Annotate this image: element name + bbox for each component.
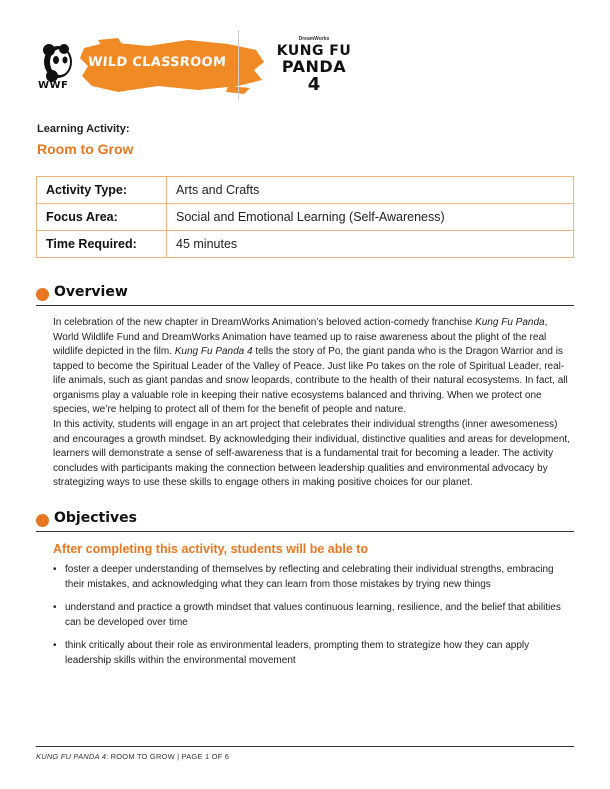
overview-heading: Overview [54,284,128,300]
objectives-section-heading [36,510,574,532]
time-required-value: 45 minutes [167,231,574,258]
footer-page-info: : ROOM TO GROW | PAGE 1 OF 6 [106,752,230,761]
overview-text: , World Wildlife Fund and DreamWorks Animation have teamed up to raise awareness about the plight of the real wildlife depicted in the film. [53,317,548,357]
activity-title: Room to Grow [37,141,134,157]
header-divider [238,30,239,100]
focus-area-key: Focus Area: [37,204,167,231]
table-row [37,204,574,231]
list-item: • think critically about their role as environmental leaders, prompting them to strategize how they can apply leadership skills within the environmental movement [53,639,575,668]
page-footer [36,752,229,761]
kfp-title-line2: PANDA [281,57,347,76]
kfp-title-line1: KUNG FU [276,43,352,59]
film-title-italic: Kung Fu Panda [475,317,545,328]
kfp-number: 4 [307,74,321,95]
activity-info-table [36,176,574,258]
dreamworks-label: DreamWorks [298,36,330,42]
learning-activity-label: Learning Activity: [37,123,130,135]
kung-fu-panda-4-logo [254,36,374,96]
list-item: • foster a deeper understanding of themselves by reflecting and celebrating their individual strengths, embracing their mistakes, and acknowledging what they can learn from those mistakes by trying new things [53,563,575,592]
footer-film-title: KUNG FU PANDA 4 [36,752,107,761]
objectives-list [53,563,575,677]
wild-classroom-label: WILD CLASSROOM [87,55,227,70]
orange-bullet-icon [36,514,49,527]
page-header [36,30,576,102]
overview-paragraph-2: In this activity, students will engage in an art project that celebrates their individual strengths (inner awesomeness) and encourages a growth mindset. By acknowledging their individual, distinctive qualities and areas for development, learners will demonstrate a sense of self-awareness that is a fundamental trait for becoming a leader. The activity concludes with participants making the connection between leadership qualities and environmental advocacy by strategizing ways to use these skills to engage others in making positive choices for our planet. [53,419,570,488]
activity-type-value: Arts and Crafts [167,177,574,204]
film-title-italic: Kung Fu Panda 4 [174,346,253,357]
list-item: • understand and practice a growth mindset that values continuous learning, resilience, and the belief that abilities can be developed over time [53,601,575,630]
objectives-subheading: After completing this activity, students will be able to [53,542,369,556]
overview-text: tells the story of Po, the giant panda who is the Dragon Warrior and is tapped to become the Spiritual Leader of the Valley of Peace. Just like Po takes on the role of Spiritual Leader, real-life animals, such as giant pandas and snow leopards, contribute to the health of their natural ecosystems. In fact, all organisms play a valuable role in keeping their native ecosystems balanced and thriving. When we protect one species, we’re helping to protect all of them for the benefit of people and nature. [53,346,568,415]
table-row [37,177,574,204]
table-row [37,231,574,258]
wwf-wordmark: WWF [38,80,69,91]
activity-type-key: Activity Type: [37,177,167,204]
footer-divider [36,746,574,747]
time-required-key: Time Required: [37,231,167,258]
overview-text: In celebration of the new chapter in DreamWorks Animation’s beloved action-comedy franchise [53,317,476,328]
overview-paragraph-1 [53,316,575,418]
focus-area-value: Social and Emotional Learning (Self-Awareness) [167,204,574,231]
objectives-heading: Objectives [54,510,137,526]
orange-bullet-icon [36,288,49,301]
overview-section-heading [36,284,574,306]
